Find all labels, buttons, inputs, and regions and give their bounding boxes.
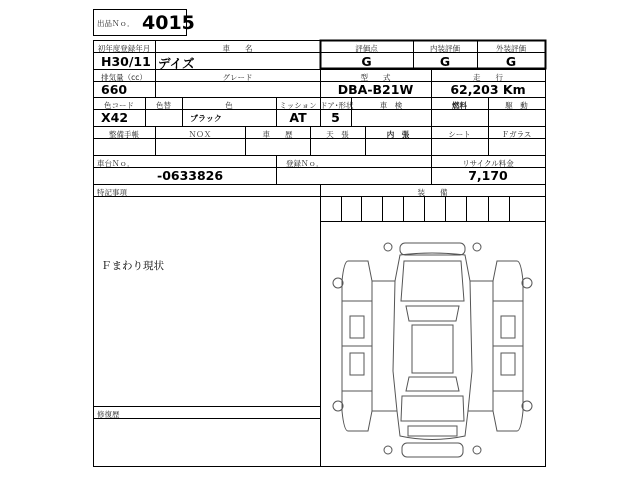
grade-label: グレード <box>222 73 253 82</box>
exterior-score-label: 外装評価 <box>496 44 526 53</box>
chassis-value: -0633826 <box>157 168 224 183</box>
name-label: 車 名 <box>222 44 253 53</box>
listing-number-label: 出品Ｎｏ． <box>97 19 135 28</box>
score-label: 評価点 <box>355 44 378 53</box>
color-code-label: 色コード <box>104 101 134 110</box>
score-value: G <box>361 54 372 69</box>
interior-trim-label: 内 張 <box>386 130 410 139</box>
color-value: ブラック <box>190 114 222 123</box>
vehicle-check-label: 車 検 <box>379 101 403 110</box>
displacement-value: 660 <box>101 82 128 97</box>
chassis-label: 車台Ｎｏ． <box>97 159 135 168</box>
notes-label: 特記事項 <box>97 188 127 197</box>
recycle-label: リサイクル料金 <box>462 159 514 168</box>
fglass-label: Ｆガラス <box>501 130 532 139</box>
nox-label: ＮＯＸ <box>188 130 212 139</box>
displacement-label: 排気量（cc） <box>101 73 147 82</box>
year-label: 初年度登録年月 <box>97 44 151 53</box>
history-label: 車 歴 <box>262 130 293 139</box>
model-label: 型 式 <box>360 73 391 82</box>
recycle-value: 7,170 <box>468 168 508 183</box>
doors-label: ドア･形状 <box>320 101 354 110</box>
equipment-label: 装 備 <box>417 188 448 197</box>
registration-label: 登録Ｎｏ． <box>286 159 324 168</box>
drive-label: 駆 動 <box>505 101 528 110</box>
manual-label: 整備手帳 <box>109 130 139 139</box>
doors-value: 5 <box>331 110 340 125</box>
mileage-label: 走 行 <box>473 73 503 82</box>
year-value: H30/11 <box>101 54 151 69</box>
listing-number-value: 4015 <box>142 12 195 34</box>
seat-label: シート <box>448 130 471 139</box>
mission-label: ミッション <box>279 101 317 110</box>
sunroof-label: 天 張 <box>326 130 349 139</box>
fuel-label: 燃料 <box>452 101 467 110</box>
mission-value: AT <box>289 110 307 125</box>
name-value: デイズ <box>158 56 195 71</box>
car-condition-diagram <box>320 221 545 466</box>
interior-score-label: 内装評価 <box>430 44 460 53</box>
model-value: DBA-B21W <box>337 82 414 97</box>
repair-label: 修復歴 <box>97 410 120 419</box>
color-code-value: X42 <box>101 110 129 125</box>
interior-score-value: G <box>439 54 451 69</box>
mileage-value: 62,203 Km <box>450 82 526 97</box>
color-type-label: 色替 <box>156 101 171 110</box>
notes-text: Ｆまわり現状 <box>101 260 164 272</box>
exterior-score-value: G <box>505 54 517 69</box>
color-label: 色 <box>225 101 233 110</box>
